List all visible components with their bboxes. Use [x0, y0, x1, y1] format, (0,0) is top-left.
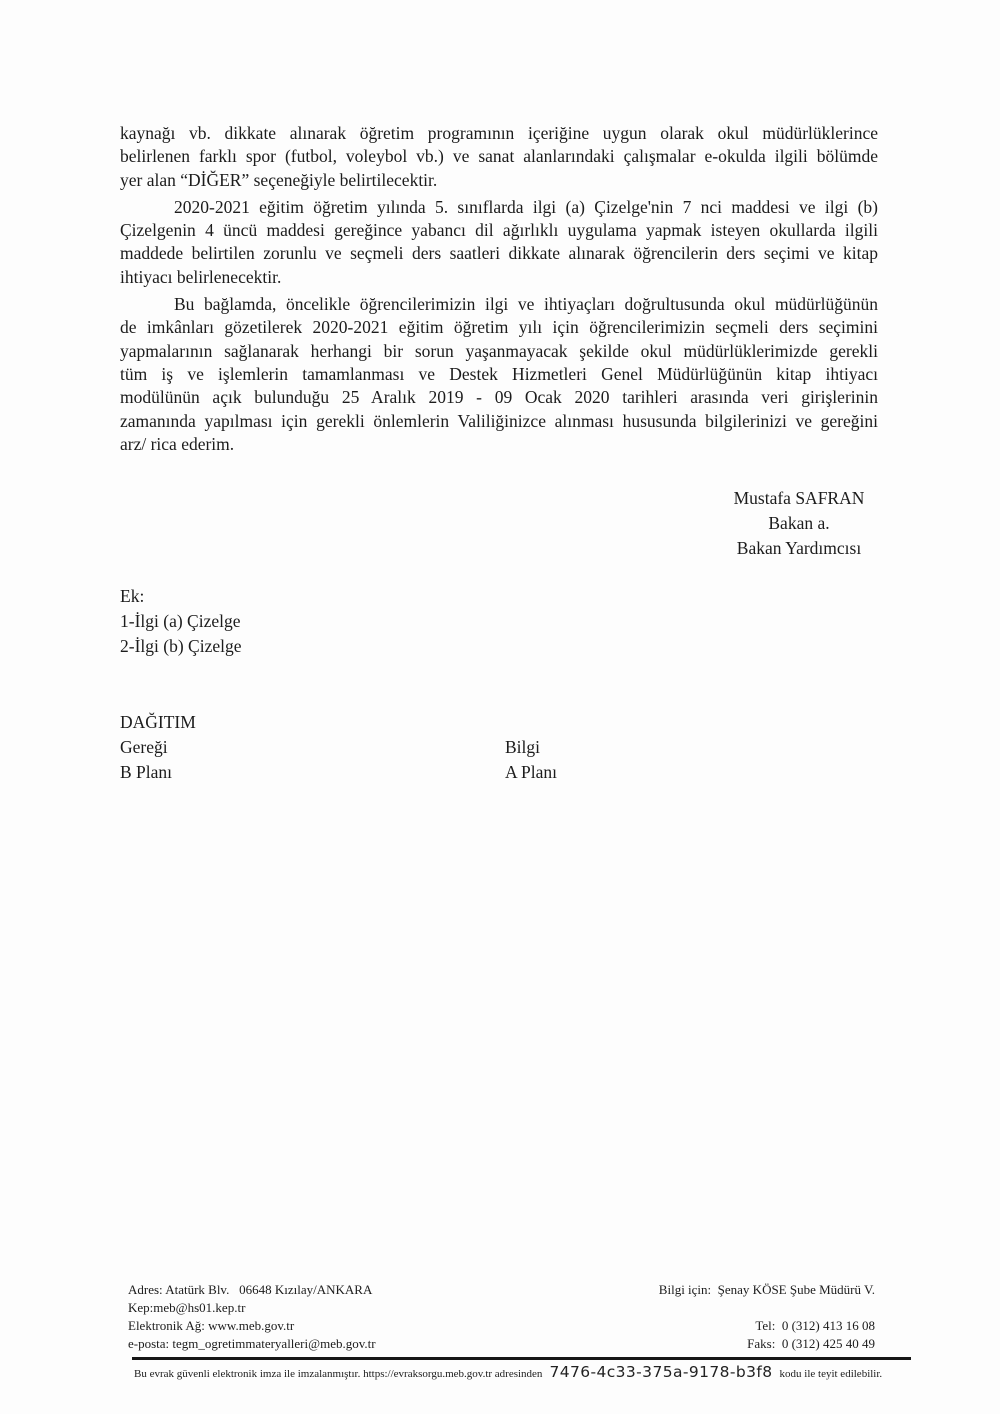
- verification-prefix: Bu evrak güvenli elektronik imza ile imzalanmıştır. https://evraksorgu.meb.gov.tr adresinden: [134, 1368, 543, 1380]
- body-line: arz/ rica ederim.: [120, 433, 235, 454]
- signer-title-on-behalf: Bakan a.: [768, 513, 830, 533]
- text-line: B Planı: [120, 762, 173, 782]
- body-line: tüm iş ve işlemlerin tamamlanması ve Destek Hizmetleri Genel Müdürlüğünün kitap ihtiyacı: [120, 363, 878, 384]
- text-line: A Planı: [505, 762, 558, 782]
- body-line: yer alan “DİĞER” seçeneğiyle belirtilecektir.: [120, 169, 438, 190]
- text-line: e-posta: tegm_ogretimmateryalleri@meb.gov.tr: [128, 1336, 376, 1351]
- signer-name: Mustafa SAFRAN: [733, 488, 865, 508]
- distribution-columns: [120, 735, 720, 785]
- footer-divider: [132, 1357, 911, 1360]
- body-paragraph: [120, 293, 878, 456]
- distribution-geregi-column: [120, 735, 505, 785]
- text-line: Adres: Atatürk Blv. 06648 Kızılay/ANKARA: [128, 1282, 373, 1297]
- body-line: belirlenen farklı spor (futbol, voleybol vb.) ve sanat alanlarındaki çalışmalar e-okulda ilgili bölümde: [120, 146, 878, 167]
- attachments-block: [120, 584, 241, 659]
- body-paragraph: [120, 196, 878, 289]
- distribution-title: DAĞITIM: [120, 712, 196, 732]
- body-line: kaynağı vb. dikkate alınarak öğretim programının içeriğine uygun olarak okul müdürlüklerince: [120, 123, 878, 143]
- body-paragraph: [120, 122, 878, 192]
- text-line: Bilgi: [505, 737, 541, 757]
- signer-title-role: Bakan Yardımcısı: [736, 538, 862, 558]
- body-line: zamanında yapılması için gerekli önlemlerin Valiliğinizce alınması hususunda bilgilerinizi ve gereğini: [120, 410, 878, 431]
- verification-strip: [134, 1363, 914, 1381]
- body-line: Çizelgenin 4 üncü maddesi gereğince yabancı dil ağırlıklı uygulama yapmak isteyen okullarda ilgili: [120, 220, 878, 241]
- verification-suffix: kodu ile teyit edilebilir.: [779, 1368, 883, 1380]
- text-line: Elektronik Ağ: www.meb.gov.tr: [128, 1318, 295, 1333]
- distribution-bilgi-column: [505, 735, 557, 785]
- text-line: 1-İlgi (a) Çizelge: [120, 611, 241, 631]
- body-line: Bu bağlamda, öncelikle öğrencilerimizin ilgi ve ihtiyaçları doğrultusunda okul müdürlüğünün: [174, 294, 878, 315]
- verification-code: 7476-4c33-375a-9178-b3f8: [549, 1363, 773, 1381]
- body-line: ihtiyacı belirlenecektir.: [120, 266, 282, 287]
- text-line: [555, 1299, 875, 1317]
- text-line: Tel: 0 (312) 413 16 08: [755, 1318, 875, 1333]
- body-line: modülünün açık bulunduğu 25 Aralık 2019 - 09 Ocak 2020 tarihleri arasında veri girişlerinin: [120, 387, 878, 408]
- text-line: Gereği: [120, 737, 168, 757]
- signature-block: [639, 486, 959, 561]
- body-line: yapmalarının sağlanarak herhangi bir sorun yaşanmayacak şekilde okul müdürlüklerimizde gerekli: [120, 340, 878, 361]
- text-line: 2-İlgi (b) Çizelge: [120, 636, 242, 656]
- body-line: maddede belirtilen zorunlu ve seçmeli ders saatleri dikkate alınarak öğrencilerin ders seçimi ve kitap: [120, 243, 878, 264]
- text-line: Bilgi için: Şenay KÖSE Şube Müdürü V.: [658, 1282, 875, 1297]
- attachments-list: [120, 609, 241, 659]
- distribution-block: [120, 710, 720, 785]
- letter-body: [120, 122, 878, 460]
- body-line: 2020-2021 eğitim öğretim yılında 5. sınıflarda ilgi (a) Çizelge'nin 7 nci maddesi ve ilgi (b): [174, 196, 878, 217]
- footer-contact-right: [555, 1281, 875, 1353]
- attachments-label: Ek:: [120, 586, 145, 606]
- body-line: de imkânları gözetilerek 2020-2021 eğitim öğretim yılı için öğrencilerimizin seçmeli ders seçimini: [120, 317, 878, 338]
- text-line: Faks: 0 (312) 425 40 49: [747, 1336, 875, 1351]
- footer-contact-left: [128, 1281, 376, 1353]
- text-line: Kep:meb@hs01.kep.tr: [128, 1300, 246, 1315]
